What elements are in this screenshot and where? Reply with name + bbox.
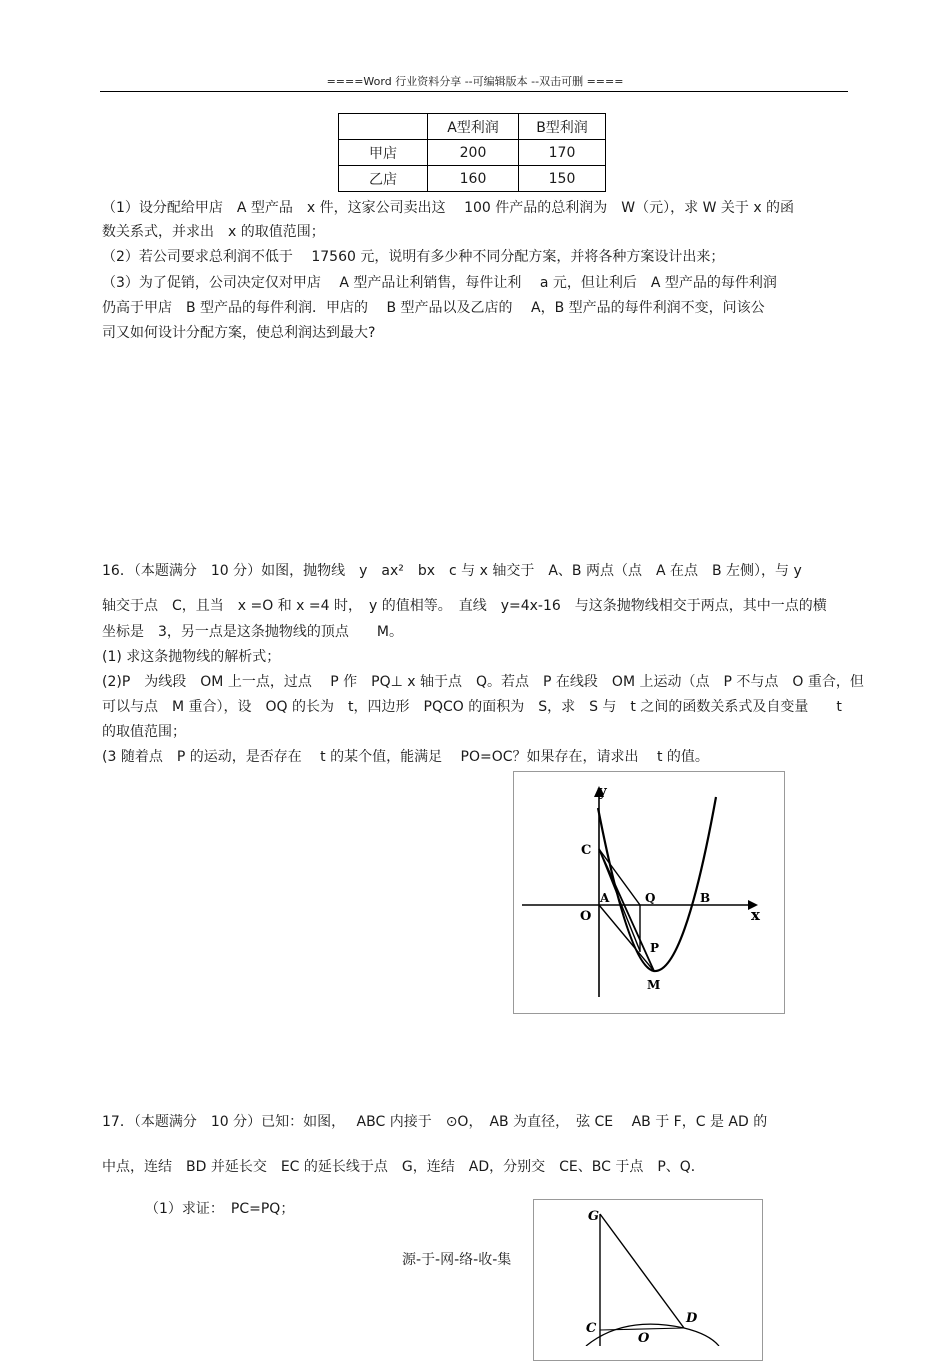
parabola-diagram — [514, 772, 784, 1013]
problem17-line: 中点，连结 BD 并延长交 EC 的延长线于点 G，连结 AD，分别交 CE、BC 于点 P、Q． — [102, 1159, 705, 1175]
table-cell: 170 — [519, 140, 606, 166]
label-P: P — [650, 941, 660, 955]
problem15-line: （3）为了促销，公司决定仅对甲店 A 型产品让利销售，每件让利 a 元，但让利后 A 型产品的每件利润 — [102, 275, 777, 291]
table-header-cell: B型利润 — [519, 114, 606, 140]
problem16-line: 坐标是 3，另一点是这条抛物线的顶点 M。 — [102, 624, 403, 640]
problem15-line: （2）若公司要求总利润不低于 17560 元，说明有多少种不同分配方案，并将各种方案设计出来； — [102, 249, 725, 265]
circle-diagram — [534, 1200, 762, 1346]
table-row — [339, 166, 606, 192]
problem17-line: （1）求证： PC=PQ； — [145, 1201, 295, 1217]
label-A: A — [600, 891, 610, 905]
profit-table — [338, 113, 606, 192]
table-cell: 160 — [428, 166, 519, 192]
table-row — [339, 140, 606, 166]
table-cell: 甲店 — [339, 140, 428, 166]
problem16-line: 轴交于点 C，且当 x =O 和 x =4 时， y 的值相等。 直线 y=4x-16 与这条抛物线相交于两点，其中一点的横 — [102, 598, 827, 614]
segment-CD — [600, 1328, 684, 1330]
problem15-line: 数关系式，并求出 x 的取值范围； — [102, 224, 325, 240]
label-D: D — [686, 1311, 698, 1326]
problem16-line: (3 随着点 P 的运动，是否存在 t 的某个值，能满足 PO=OC？如果存在，请求出 t 的值。 — [102, 749, 709, 765]
table-header-row — [339, 114, 606, 140]
label-C: C — [581, 843, 592, 858]
label-x: x — [751, 906, 760, 924]
segment-OM — [599, 905, 654, 971]
label-O: O — [580, 909, 592, 924]
page-header: ====Word 行业资料分享 --可编辑版本 --双击可删 ==== — [326, 75, 624, 88]
label-M: M — [647, 978, 661, 992]
label-B: B — [700, 891, 711, 905]
table-cell: 200 — [428, 140, 519, 166]
label-C: C — [586, 1321, 597, 1336]
problem16-line: (1) 求这条抛物线的解析式； — [102, 649, 281, 665]
table-cell: 150 — [519, 166, 606, 192]
table-header-cell — [339, 114, 428, 140]
label-Q: Q — [645, 891, 656, 905]
problem15-line: （1）设分配给甲店 A 型产品 x 件，这家公司卖出这 100 件产品的总利润为 W（元），求 W 关于 x 的函 — [102, 200, 795, 216]
segment-CM — [599, 849, 654, 971]
problem15-line: 司又如何设计分配方案，使总利润达到最大? — [102, 325, 376, 341]
segment-GD — [600, 1214, 684, 1328]
table-cell: 乙店 — [339, 166, 428, 192]
problem16-line: 16．（本题满分 10 分）如图，抛物线 y ax² bx c 与 x 轴交于 A、B 两点（点 A 在点 B 左侧），与 y — [102, 563, 802, 579]
problem16-line: (2)P 为线段 OM 上一点，过点 P 作 PQ⊥ x 轴于点 Q。若点 P 在线段 OM 上运动（点 P 不与点 O 重合，但 — [102, 674, 864, 690]
problem16-line: 的取值范围； — [102, 724, 186, 740]
problem15-line: 仍高于甲店 B 型产品的每件利润．甲店的 B 型产品以及乙店的 A，B 型产品的每件利润不变，问该公 — [102, 300, 765, 316]
label-O: O — [638, 1331, 650, 1346]
header-divider — [100, 91, 848, 92]
circle-figure — [533, 1199, 763, 1361]
parabola-figure — [513, 771, 785, 1014]
problem16-line: 可以与点 M 重合），设 OQ 的长为 t，四边形 PQCO 的面积为 S，求 S 与 t 之间的函数关系式及自变量 t — [102, 699, 842, 715]
label-G: G — [588, 1209, 600, 1224]
source-note: 源-于-网-络-收-集 — [402, 1252, 512, 1268]
problem17-line: 17．（本题满分 10 分）已知：如图， ABC 内接于 ⊙O， AB 为直径， 弦 CE AB 于 F，C 是 AD 的 — [102, 1114, 768, 1130]
table-header-cell: A型利润 — [428, 114, 519, 140]
circle-arc — [586, 1324, 719, 1346]
label-y: y — [598, 782, 607, 800]
